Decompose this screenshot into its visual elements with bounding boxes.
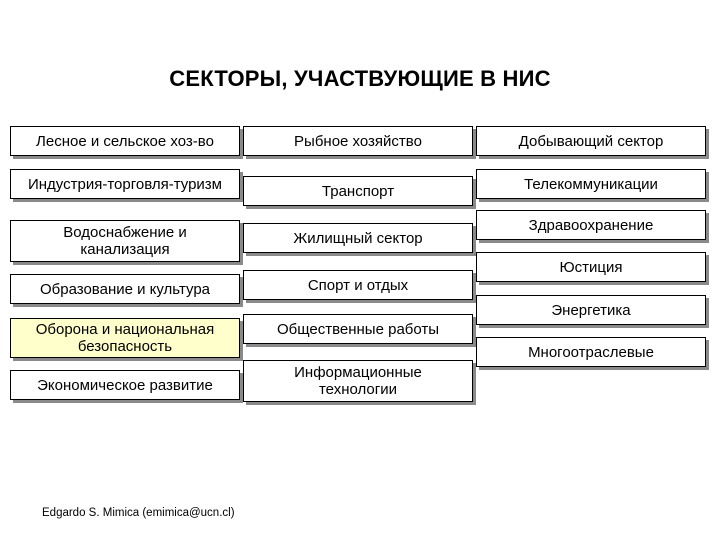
sector-housing [243,223,473,253]
sector-forestry-agriculture [10,126,240,156]
sector-justice [476,252,706,282]
sector-label: Транспорт [321,182,395,200]
sector-label: Здравоохранение [528,216,654,234]
sector-public-works [243,314,473,344]
sector-label: Оборона и национальная безопасность [35,321,215,355]
sector-label: Жилищный сектор [293,229,423,247]
sector-transport [243,176,473,206]
sector-energy [476,295,706,325]
page-title: СЕКТОРЫ, УЧАСТВУЮЩИЕ В НИС [169,66,551,91]
sector-label: Лесное и сельское хоз-во [36,132,214,150]
sector-industry-trade-tourism [10,169,240,199]
sector-label: Юстиция [559,258,623,276]
sector-telecommunications [476,169,706,199]
author-credit: Edgardo S. Mimica (emimica@ucn.cl) [42,507,235,519]
sector-fisheries [243,126,473,156]
sector-label: Телекоммуникации [524,175,658,193]
sector-water-sewerage [10,220,240,262]
sector-label: Энергетика [551,301,631,319]
sector-label: Добывающий сектор [518,132,664,150]
sector-label: Водоснабжение и канализация [63,224,187,258]
sector-label: Многоотраслевые [528,343,654,361]
sector-label: Образование и культура [39,280,211,298]
sector-sport-leisure [243,270,473,300]
sector-defense-security [10,318,240,358]
sector-multi-industry [476,337,706,367]
sector-information-technology [243,360,473,402]
sector-mining [476,126,706,156]
sector-label: Спорт и отдых [307,276,409,294]
sector-education-culture [10,274,240,304]
sector-label: Общественные работы [276,320,440,338]
sector-label: Рыбное хозяйство [294,132,422,150]
sector-healthcare [476,210,706,240]
sector-label: Экономическое развитие [37,376,213,394]
sector-economic-development [10,370,240,400]
sector-label: Индустрия-торговля-туризм [27,175,222,193]
sector-label: Информационные технологии [294,364,422,398]
